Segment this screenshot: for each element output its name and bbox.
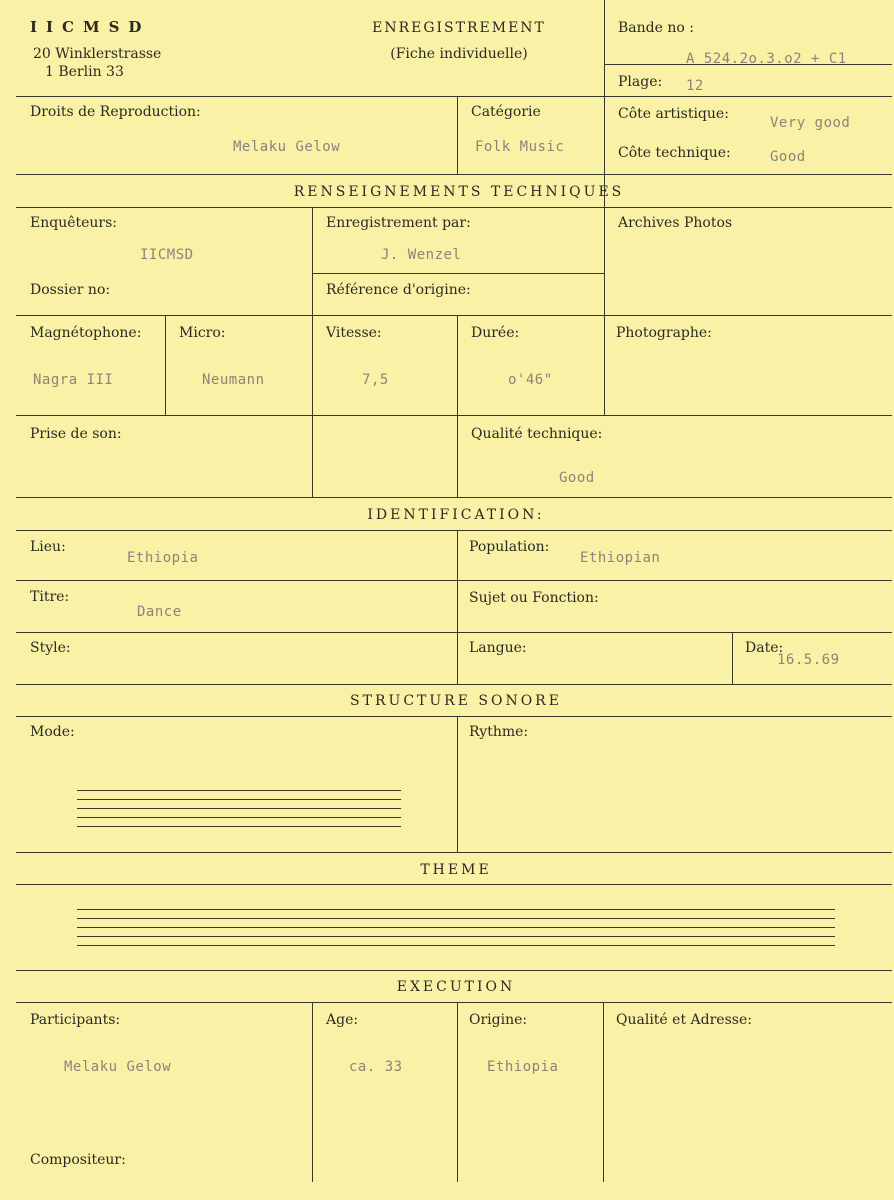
org-logo: IICMSD — [30, 18, 151, 36]
staff-line — [77, 927, 835, 928]
divider — [16, 415, 892, 416]
plage-value: 12 — [686, 78, 704, 94]
categorie-label: Catégorie — [471, 104, 541, 120]
age-value: ca. 33 — [349, 1059, 403, 1075]
divider — [16, 632, 892, 633]
divider — [457, 530, 458, 684]
staff-line — [77, 826, 401, 827]
form-subtitle: (Fiche individuelle) — [390, 46, 528, 62]
mode-label: Mode: — [30, 724, 75, 740]
qualite-adresse-label: Qualité et Adresse: — [616, 1012, 752, 1028]
staff-line — [77, 817, 401, 818]
staff-line — [77, 909, 835, 910]
cote-technique-label: Côte technique: — [618, 145, 731, 161]
titre-value: Dance — [137, 604, 182, 620]
micro-label: Micro: — [179, 325, 226, 341]
staff-line — [77, 918, 835, 919]
population-label: Population: — [469, 539, 550, 555]
form-title: ENREGISTREMENT — [372, 20, 546, 36]
divider — [457, 1002, 458, 1182]
dossier-label: Dossier no: — [30, 282, 111, 298]
origine-label: Origine: — [469, 1012, 528, 1028]
staff-line — [77, 790, 401, 791]
section-renseignements: RENSEIGNEMENTS TECHNIQUES — [293, 184, 625, 200]
divider — [457, 315, 458, 497]
divider — [16, 207, 892, 208]
enqueteurs-value: IICMSD — [140, 247, 194, 263]
divider — [732, 632, 733, 684]
staff-line — [77, 808, 401, 809]
droits-value: Melaku Gelow — [233, 139, 341, 155]
style-label: Style: — [30, 640, 71, 656]
bande-label: Bande no : — [618, 20, 694, 36]
staff-line — [77, 936, 835, 937]
address-line-2: 1 Berlin 33 — [45, 64, 124, 80]
qualite-technique-label: Qualité technique: — [471, 426, 603, 442]
photographe-label: Photographe: — [616, 325, 712, 341]
divider — [604, 207, 605, 415]
enregistrement-par-label: Enregistrement par: — [326, 215, 471, 231]
vitesse-value: 7,5 — [362, 372, 389, 388]
titre-label: Titre: — [30, 589, 70, 605]
section-structure-sonore: STRUCTURE SONORE — [350, 693, 562, 709]
categorie-value: Folk Music — [475, 139, 565, 155]
divider — [16, 970, 892, 971]
duree-label: Durée: — [471, 325, 520, 341]
divider — [16, 1002, 892, 1003]
address-line-1: 20 Winklerstrasse — [33, 46, 162, 62]
divider — [312, 273, 604, 274]
divider — [16, 530, 892, 531]
divider — [16, 497, 892, 498]
compositeur-label: Compositeur: — [30, 1152, 126, 1168]
cote-technique-value: Good — [770, 149, 806, 165]
sujet-label: Sujet ou Fonction: — [469, 590, 599, 606]
rythme-label: Rythme: — [469, 724, 529, 740]
divider — [457, 96, 458, 174]
enqueteurs-label: Enquêteurs: — [30, 215, 118, 231]
origine-value: Ethiopia — [487, 1059, 559, 1075]
archives-photos-label: Archives Photos — [618, 215, 733, 231]
divider — [457, 716, 458, 852]
langue-label: Langue: — [469, 640, 527, 656]
cote-artistique-value: Very good — [770, 115, 851, 131]
divider — [16, 96, 892, 97]
magnetophone-value: Nagra III — [33, 372, 114, 388]
qualite-technique-value: Good — [559, 470, 595, 486]
divider — [165, 315, 166, 415]
divider — [16, 684, 892, 685]
population-value: Ethiopian — [580, 550, 661, 566]
divider — [16, 716, 892, 717]
section-execution: EXECUTION — [396, 979, 516, 995]
staff-line — [77, 945, 835, 946]
participants-value: Melaku Gelow — [64, 1059, 172, 1075]
section-identification: IDENTIFICATION: — [367, 507, 545, 523]
age-label: Age: — [326, 1012, 359, 1028]
divider — [16, 852, 892, 853]
plage-label: Plage: — [618, 74, 663, 90]
lieu-value: Ethiopia — [127, 550, 199, 566]
date-value: 16.5.69 — [777, 652, 840, 668]
divider — [16, 884, 892, 885]
date-label: Date: — [745, 640, 784, 656]
divider — [312, 207, 313, 497]
divider — [603, 1002, 604, 1182]
divider — [16, 315, 892, 316]
prise-de-son-label: Prise de son: — [30, 426, 122, 442]
divider — [604, 0, 605, 207]
droits-label: Droits de Reproduction: — [30, 104, 201, 120]
divider — [312, 1002, 313, 1182]
divider — [16, 580, 892, 581]
lieu-label: Lieu: — [30, 539, 66, 555]
divider — [16, 174, 892, 175]
micro-value: Neumann — [202, 372, 265, 388]
duree-value: o'46" — [508, 372, 553, 388]
reference-label: Référence d'origine: — [326, 282, 471, 298]
staff-line — [77, 799, 401, 800]
vitesse-label: Vitesse: — [326, 325, 382, 341]
bande-value: A 524.2o.3.o2 + C1 — [686, 51, 847, 67]
section-theme: THEME — [420, 862, 492, 878]
enregistrement-par-value: J. Wenzel — [381, 247, 462, 263]
participants-label: Participants: — [30, 1012, 121, 1028]
magnetophone-label: Magnétophone: — [30, 325, 142, 341]
cote-artistique-label: Côte artistique: — [618, 106, 729, 122]
